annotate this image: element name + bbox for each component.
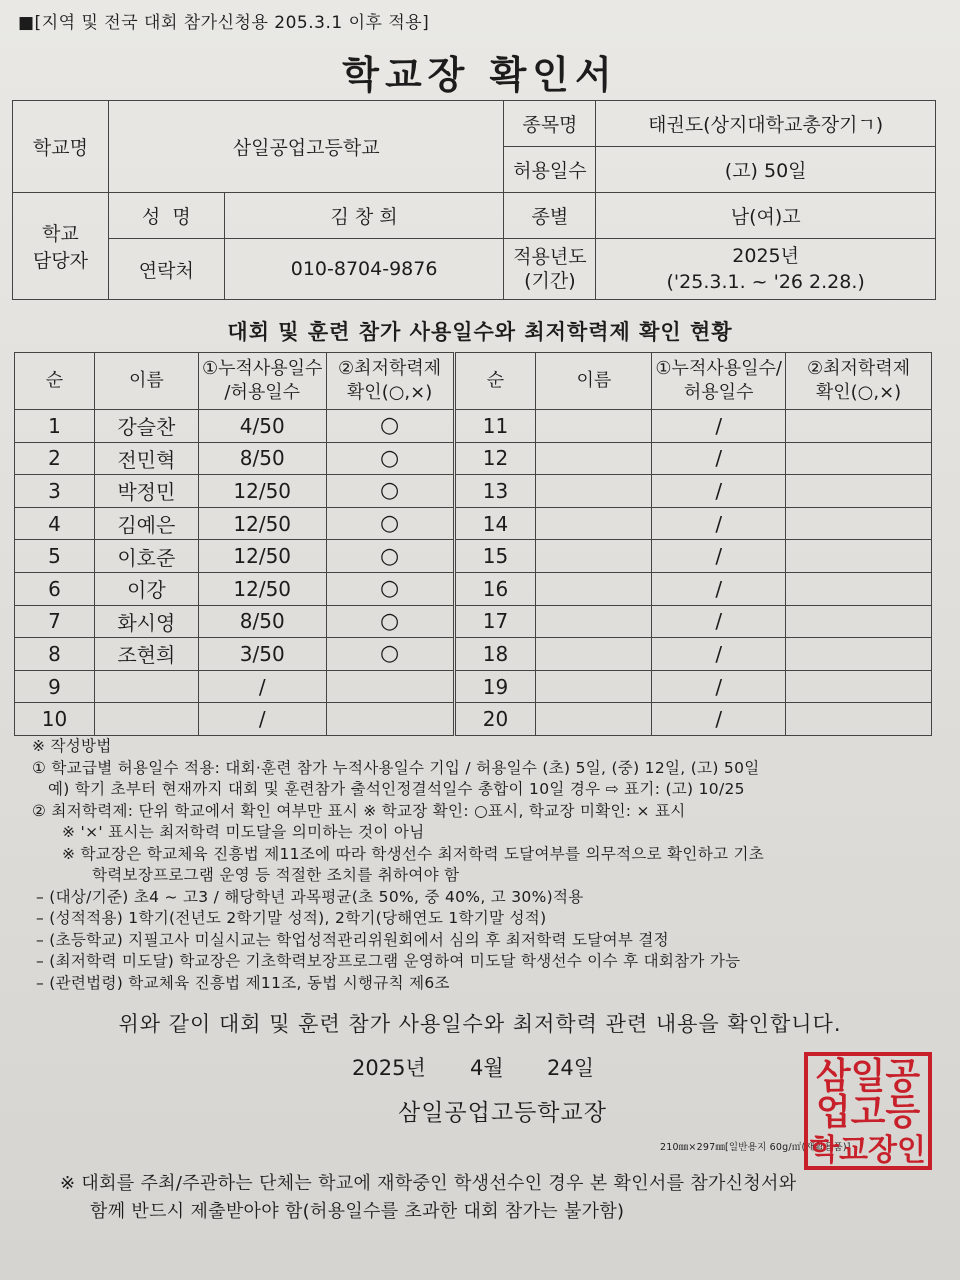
col-min-header bbox=[326, 353, 454, 410]
row-right-used-days: / bbox=[652, 638, 786, 671]
row-right-used-days: / bbox=[652, 410, 786, 443]
year-label-line2: (기간) bbox=[524, 270, 576, 292]
row-right-min-check bbox=[786, 703, 932, 736]
row-left-min-check bbox=[326, 703, 454, 736]
manager-label-line2: 담당자 bbox=[32, 250, 88, 272]
row-right-used-days: / bbox=[652, 475, 786, 508]
school-name-label: 학교명 bbox=[13, 101, 109, 193]
row-right-min-check bbox=[786, 572, 932, 605]
row-right-used-days: / bbox=[652, 442, 786, 475]
row-right-seq: 14 bbox=[454, 507, 536, 540]
row-right-min-check bbox=[786, 507, 932, 540]
row-left-used-days: / bbox=[198, 670, 326, 703]
row-right-seq: 19 bbox=[454, 670, 536, 703]
row-right-name bbox=[536, 410, 652, 443]
row-left-name: 전민혁 bbox=[94, 442, 198, 475]
row-right-name bbox=[536, 507, 652, 540]
seal-text-line1: 삼일공 bbox=[815, 1056, 921, 1097]
table-row bbox=[15, 410, 932, 443]
paper-spec: 210㎜×297㎜[일반용지 60g/㎡(재활용품)] bbox=[660, 1142, 851, 1153]
table-row bbox=[15, 475, 932, 508]
guide-line: – (초등학교) 지필고사 미실시교는 학업성적관리위원회에서 심의 후 최저학력 도달여부 결정 bbox=[36, 930, 669, 949]
row-right-seq: 20 bbox=[454, 703, 536, 736]
row-left-used-days: 12/50 bbox=[198, 475, 326, 508]
allowed-days-value: (고) 50일 bbox=[596, 147, 936, 193]
row-left-min-check bbox=[326, 670, 454, 703]
row-right-min-check bbox=[786, 442, 932, 475]
col-name-header: 이름 bbox=[94, 353, 198, 410]
row-left-used-days: 12/50 bbox=[198, 540, 326, 573]
guide-line: – (관련법령) 학교체육 진흥법 제11조, 동법 시행규칙 제6조 bbox=[36, 973, 450, 992]
row-left-seq: 9 bbox=[15, 670, 95, 703]
row-left-seq: 1 bbox=[15, 410, 95, 443]
manager-label-line1: 학교 bbox=[42, 223, 79, 245]
guide-line: ※ '×' 표시는 최저학력 미도달을 의미하는 것이 아님 bbox=[62, 823, 425, 841]
col-min-header-right bbox=[786, 353, 932, 410]
school-info-table bbox=[12, 100, 936, 300]
row-right-used-days: / bbox=[652, 540, 786, 573]
guide-line: ※ 학교장은 학교체육 진흥법 제11조에 따라 학생선수 최저학력 도달여부를 의무적으로 확인하고 기초 bbox=[62, 844, 765, 863]
guide-heading: ※ 작성방법 bbox=[32, 737, 112, 755]
row-left-name: 화시영 bbox=[94, 605, 198, 638]
status-header-row bbox=[15, 353, 932, 410]
row-right-min-check bbox=[786, 410, 932, 443]
row-right-seq: 12 bbox=[454, 442, 536, 475]
col-used-header-right-line2: 허용일수 bbox=[683, 382, 754, 403]
row-right-used-days: / bbox=[652, 605, 786, 638]
row-left-min-check: ○ bbox=[326, 507, 454, 540]
row-left-min-check: ○ bbox=[326, 540, 454, 573]
date-month: 4월 bbox=[470, 1056, 504, 1080]
row-right-used-days: / bbox=[652, 670, 786, 703]
col-seq-header: 순 bbox=[15, 353, 95, 410]
row-right-name bbox=[536, 605, 652, 638]
guide-line: ② 최저학력제: 단위 학교에서 확인 여부만 표시 ※ 학교장 확인: ○표시, 학교장 미확인: × 표시 bbox=[32, 801, 686, 820]
col-used-header-line2: /허용일수 bbox=[224, 382, 301, 403]
row-left-min-check: ○ bbox=[326, 638, 454, 671]
contact-label: 연락처 bbox=[108, 239, 224, 300]
row-left-seq: 4 bbox=[15, 507, 95, 540]
row-right-used-days: / bbox=[652, 703, 786, 736]
table-row bbox=[15, 605, 932, 638]
table-row bbox=[15, 540, 932, 573]
table-row bbox=[15, 507, 932, 540]
col-used-header-right-line1: ①누적사용일수/ bbox=[655, 358, 782, 379]
row-left-min-check: ○ bbox=[326, 475, 454, 508]
row-left-min-check: ○ bbox=[326, 410, 454, 443]
row-left-name bbox=[94, 670, 198, 703]
row-right-min-check bbox=[786, 638, 932, 671]
guide-line: 예) 학기 초부터 현재까지 대회 및 훈련참가 출석인정결석일수 총합이 10일 경우 ⇨ 표기: (고) 10/25 bbox=[48, 780, 745, 798]
row-right-seq: 13 bbox=[454, 475, 536, 508]
confirmation-statement: 위와 같이 대회 및 훈련 참가 사용일수와 최저학력 관련 내용을 확인합니다. bbox=[118, 1012, 842, 1036]
category-value: 남(여)고 bbox=[596, 193, 936, 239]
row-left-name: 박정민 bbox=[94, 475, 198, 508]
document-title: 학교장 확인서 bbox=[342, 53, 618, 97]
year-label-line1: 적용년도 bbox=[513, 246, 587, 268]
row-left-seq: 7 bbox=[15, 605, 95, 638]
category-label: 종별 bbox=[504, 193, 596, 239]
row-right-seq: 18 bbox=[454, 638, 536, 671]
row-right-used-days: / bbox=[652, 507, 786, 540]
principal-signature-line: 삼일공업고등학교장 bbox=[398, 1100, 607, 1126]
row-left-name: 이강 bbox=[94, 572, 198, 605]
guide-line: 학력보장프로그램 운영 등 적절한 조치를 취하여야 함 bbox=[92, 866, 460, 884]
row-left-used-days: 12/50 bbox=[198, 572, 326, 605]
allowed-days-label: 허용일수 bbox=[504, 147, 596, 193]
row-left-used-days: 12/50 bbox=[198, 507, 326, 540]
table-row bbox=[15, 572, 932, 605]
row-left-seq: 6 bbox=[15, 572, 95, 605]
year-value-line1: 2025년 bbox=[732, 245, 800, 267]
row-left-seq: 5 bbox=[15, 540, 95, 573]
col-seq-header-right: 순 bbox=[454, 353, 536, 410]
col-min-header-line1: ②최저학력제 bbox=[338, 358, 442, 379]
row-right-seq: 17 bbox=[454, 605, 536, 638]
row-left-name: 이호준 bbox=[94, 540, 198, 573]
footer-line: 함께 반드시 제출받아야 함(허용일수를 초과한 대회 참가는 불가함) bbox=[90, 1201, 625, 1222]
row-left-seq: 2 bbox=[15, 442, 95, 475]
manager-label bbox=[13, 193, 109, 300]
col-used-header-line1: ①누적사용일수 bbox=[201, 358, 323, 379]
year-label bbox=[504, 239, 596, 300]
row-right-seq: 11 bbox=[454, 410, 536, 443]
row-left-used-days: 3/50 bbox=[198, 638, 326, 671]
row-left-name bbox=[94, 703, 198, 736]
row-right-name bbox=[536, 540, 652, 573]
year-value bbox=[596, 239, 936, 300]
col-min-header-right-line2: 확인(○,×) bbox=[815, 382, 902, 403]
guide-line: – (최저학력 미도달) 학교장은 기초학력보장프로그램 운영하여 미도달 학생선수 이수 후 대회참가 가능 bbox=[36, 952, 741, 970]
contact-value: 010-8704-9876 bbox=[224, 239, 504, 300]
row-right-min-check bbox=[786, 605, 932, 638]
manager-name-label: 성 명 bbox=[108, 193, 224, 239]
row-right-name bbox=[536, 670, 652, 703]
seal-text-line2: 업고등 bbox=[815, 1092, 921, 1133]
year-value-line2: ('25.3.1. ~ '26 2.28.) bbox=[666, 271, 865, 293]
row-right-min-check bbox=[786, 670, 932, 703]
col-name-header-right: 이름 bbox=[536, 353, 652, 410]
official-seal bbox=[804, 1052, 932, 1170]
col-used-header-right bbox=[652, 353, 786, 410]
status-table-body bbox=[15, 410, 932, 736]
row-left-min-check: ○ bbox=[326, 605, 454, 638]
date-year: 2025년 bbox=[352, 1056, 426, 1080]
row-left-name: 조현희 bbox=[94, 638, 198, 671]
row-right-min-check bbox=[786, 475, 932, 508]
row-right-seq: 15 bbox=[454, 540, 536, 573]
seal-text-line3: 학교장인 bbox=[810, 1133, 926, 1168]
date-day: 24일 bbox=[547, 1056, 595, 1080]
row-left-seq: 3 bbox=[15, 475, 95, 508]
status-table bbox=[14, 352, 932, 736]
row-left-seq: 8 bbox=[15, 638, 95, 671]
row-right-min-check bbox=[786, 540, 932, 573]
row-left-name: 강슬찬 bbox=[94, 410, 198, 443]
row-left-min-check: ○ bbox=[326, 442, 454, 475]
header-note: ■[지역 및 전국 대회 참가신청용 205.3.1 이후 적용] bbox=[18, 13, 430, 33]
row-right-name bbox=[536, 703, 652, 736]
row-left-used-days: 8/50 bbox=[198, 605, 326, 638]
col-used-header bbox=[198, 353, 326, 410]
row-right-name bbox=[536, 475, 652, 508]
table-row bbox=[15, 670, 932, 703]
row-left-name: 김예은 bbox=[94, 507, 198, 540]
manager-name-value: 김 창 희 bbox=[224, 193, 504, 239]
footer-note bbox=[60, 1170, 940, 1226]
guide-line: – (대상/기준) 초4 ~ 고3 / 해당학년 과목평균(초 50%, 중 40%, 고 30%)적용 bbox=[36, 887, 584, 906]
table-row bbox=[15, 638, 932, 671]
table-row bbox=[15, 442, 932, 475]
school-name-value: 삼일공업고등학교 bbox=[108, 101, 504, 193]
row-left-min-check: ○ bbox=[326, 572, 454, 605]
table-row bbox=[15, 703, 932, 736]
row-right-used-days: / bbox=[652, 572, 786, 605]
event-value: 태권도(상지대학교총장기ㄱ) bbox=[596, 101, 936, 147]
writing-guide bbox=[32, 736, 932, 994]
event-label: 종목명 bbox=[504, 101, 596, 147]
col-min-header-right-line1: ②최저학력제 bbox=[807, 358, 911, 379]
row-left-used-days: 4/50 bbox=[198, 410, 326, 443]
row-left-used-days: / bbox=[198, 703, 326, 736]
row-right-name bbox=[536, 572, 652, 605]
guide-line: – (성적적용) 1학기(전년도 2학기말 성적), 2학기(당해연도 1학기말 성적) bbox=[36, 909, 547, 927]
row-left-used-days: 8/50 bbox=[198, 442, 326, 475]
row-right-seq: 16 bbox=[454, 572, 536, 605]
row-right-name bbox=[536, 638, 652, 671]
col-min-header-line2: 확인(○,×) bbox=[346, 382, 433, 403]
row-right-name bbox=[536, 442, 652, 475]
status-title: 대회 및 훈련 참가 사용일수와 최저학력제 확인 현황 bbox=[227, 320, 733, 344]
guide-line: ① 학교급별 허용일수 적용: 대회·훈련 참가 누적사용일수 기입 / 허용일수 (초) 5일, (중) 12일, (고) 50일 bbox=[32, 758, 760, 777]
footer-line: ※ 대회를 주최/주관하는 단체는 학교에 재학중인 학생선수인 경우 본 확인서를 참가신청서와 bbox=[60, 1173, 797, 1194]
row-left-seq: 10 bbox=[15, 703, 95, 736]
